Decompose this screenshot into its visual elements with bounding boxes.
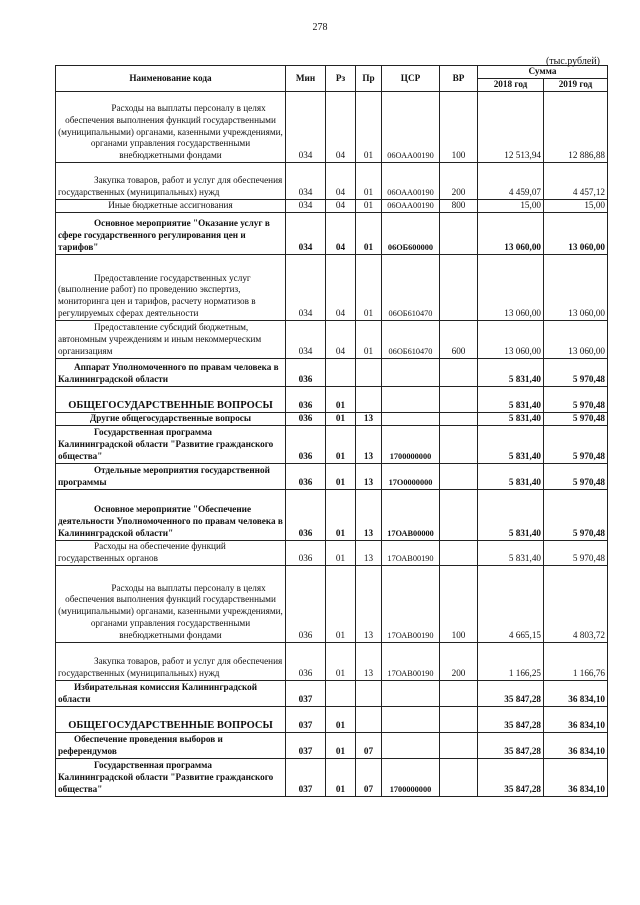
col-vr-header: ВР <box>440 66 478 92</box>
table-row <box>56 425 608 463</box>
row-2019: 5 970,48 <box>544 463 608 489</box>
row-csr: 06ОБ610470 <box>382 254 440 320</box>
row-csr: 1700000000 <box>382 758 440 796</box>
row-csr: 17ОАВ00190 <box>382 565 440 642</box>
row-vr: 800 <box>440 200 478 213</box>
table-row <box>56 358 608 386</box>
row-pr: 07 <box>356 758 382 796</box>
row-csr <box>382 358 440 386</box>
table-row <box>56 732 608 758</box>
col-rz-header: Рз <box>326 66 356 92</box>
row-2018: 5 831,40 <box>478 489 544 540</box>
units-label: (тыс.рублей) <box>545 56 600 67</box>
header-row-top <box>56 66 608 79</box>
row-2018: 5 831,40 <box>478 463 544 489</box>
row-2018: 35 847,28 <box>478 732 544 758</box>
row-rz: 01 <box>326 565 356 642</box>
row-min: 034 <box>286 320 326 358</box>
row-2019: 13 060,00 <box>544 212 608 254</box>
row-min: 036 <box>286 358 326 386</box>
table-row <box>56 200 608 213</box>
row-2018: 13 060,00 <box>478 212 544 254</box>
row-vr <box>440 540 478 565</box>
row-2018: 35 847,28 <box>478 706 544 732</box>
row-2018: 15,00 <box>478 200 544 213</box>
row-2018: 5 831,40 <box>478 386 544 412</box>
table-row <box>56 758 608 796</box>
table-row <box>56 706 608 732</box>
row-csr <box>382 732 440 758</box>
row-vr <box>440 358 478 386</box>
row-pr <box>356 706 382 732</box>
row-2018: 5 831,40 <box>478 425 544 463</box>
row-2019: 12 886,88 <box>544 92 608 163</box>
row-vr <box>440 212 478 254</box>
row-2019: 5 970,48 <box>544 540 608 565</box>
row-min: 034 <box>286 200 326 213</box>
col-2019-header: 2019 год <box>544 79 608 92</box>
row-vr <box>440 489 478 540</box>
row-min: 036 <box>286 412 326 425</box>
row-rz: 01 <box>326 463 356 489</box>
row-name: Расходы на выплаты персоналу в целях обеспечения выполнения функций государственными (муниципальными) органами, казенными учреждениями, органами управления государственными внебюджетными фондами <box>56 92 286 163</box>
row-min: 034 <box>286 212 326 254</box>
row-csr <box>382 680 440 706</box>
col-name-header: Наименование кода <box>56 66 286 92</box>
row-2018: 4 459,07 <box>478 163 544 200</box>
row-name: Обеспечение проведения выборов и референдумов <box>56 732 286 758</box>
row-csr <box>382 386 440 412</box>
row-csr: 06ОАА00190 <box>382 200 440 213</box>
row-name: Отдельные мероприятия государственной программы <box>56 463 286 489</box>
table-row <box>56 254 608 320</box>
row-vr <box>440 680 478 706</box>
row-2019: 36 834,10 <box>544 680 608 706</box>
row-2018: 5 831,40 <box>478 540 544 565</box>
row-pr: 13 <box>356 565 382 642</box>
row-pr <box>356 358 382 386</box>
row-csr <box>382 412 440 425</box>
row-2018: 5 831,40 <box>478 358 544 386</box>
row-csr: 06ОБ600000 <box>382 212 440 254</box>
row-csr: 06ОАА00190 <box>382 163 440 200</box>
row-csr: 17ОАВ00190 <box>382 540 440 565</box>
row-csr <box>382 706 440 732</box>
budget-table <box>55 65 608 797</box>
row-vr <box>440 732 478 758</box>
row-pr: 13 <box>356 642 382 680</box>
row-2019: 5 970,48 <box>544 358 608 386</box>
row-rz <box>326 358 356 386</box>
table-row <box>56 489 608 540</box>
row-vr <box>440 425 478 463</box>
table-row <box>56 680 608 706</box>
row-vr: 600 <box>440 320 478 358</box>
row-csr: 17ОАВ00190 <box>382 642 440 680</box>
row-name: Государственная программа Калининградской области "Развитие гражданского общества" <box>56 425 286 463</box>
row-pr: 07 <box>356 732 382 758</box>
row-pr: 01 <box>356 212 382 254</box>
table-row <box>56 540 608 565</box>
row-2019: 4 803,72 <box>544 565 608 642</box>
row-min: 036 <box>286 540 326 565</box>
row-name: Иные бюджетные ассигнования <box>56 200 286 213</box>
table-row <box>56 92 608 163</box>
table-row <box>56 463 608 489</box>
row-pr: 01 <box>356 163 382 200</box>
table-row <box>56 320 608 358</box>
table-row <box>56 412 608 425</box>
row-csr: 1700000000 <box>382 425 440 463</box>
row-2018: 13 060,00 <box>478 320 544 358</box>
row-2019: 13 060,00 <box>544 254 608 320</box>
row-2018: 1 166,25 <box>478 642 544 680</box>
row-2018: 4 665,15 <box>478 565 544 642</box>
row-rz: 01 <box>326 758 356 796</box>
row-name: Закупка товаров, работ и услуг для обеспечения государственных (муниципальных) нужд <box>56 642 286 680</box>
row-2018: 5 831,40 <box>478 412 544 425</box>
page-number: 278 <box>312 22 328 33</box>
row-rz: 01 <box>326 425 356 463</box>
row-csr: 06ОБ610470 <box>382 320 440 358</box>
row-name: ОБЩЕГОСУДАРСТВЕННЫЕ ВОПРОСЫ <box>56 386 286 412</box>
row-vr <box>440 758 478 796</box>
row-vr: 200 <box>440 642 478 680</box>
row-name: Основное мероприятие "Оказание услуг в сфере государственного регулирования цен и тарифов" <box>56 212 286 254</box>
row-min: 036 <box>286 565 326 642</box>
row-pr: 13 <box>356 412 382 425</box>
row-rz: 01 <box>326 732 356 758</box>
row-pr: 13 <box>356 540 382 565</box>
row-vr: 100 <box>440 92 478 163</box>
col-min-header: Мин <box>286 66 326 92</box>
row-2018: 35 847,28 <box>478 758 544 796</box>
row-min: 036 <box>286 425 326 463</box>
row-min: 037 <box>286 758 326 796</box>
row-min: 037 <box>286 706 326 732</box>
row-2018: 13 060,00 <box>478 254 544 320</box>
row-min: 036 <box>286 489 326 540</box>
row-pr: 01 <box>356 92 382 163</box>
row-csr: 17О0000000 <box>382 463 440 489</box>
row-rz: 04 <box>326 163 356 200</box>
row-2019: 5 970,48 <box>544 489 608 540</box>
row-min: 034 <box>286 92 326 163</box>
row-csr: 17ОАВ00000 <box>382 489 440 540</box>
table-row <box>56 163 608 200</box>
row-vr: 200 <box>440 163 478 200</box>
row-csr: 06ОАА00190 <box>382 92 440 163</box>
row-name: Аппарат Уполномоченного по правам человека в Калининградской области <box>56 358 286 386</box>
row-name: ОБЩЕГОСУДАРСТВЕННЫЕ ВОПРОСЫ <box>56 706 286 732</box>
row-2018: 35 847,28 <box>478 680 544 706</box>
row-rz: 04 <box>326 254 356 320</box>
row-rz: 01 <box>326 642 356 680</box>
row-rz: 04 <box>326 212 356 254</box>
row-pr <box>356 680 382 706</box>
row-name: Расходы на обеспечение функций государственных органов <box>56 540 286 565</box>
row-name: Избирательная комиссия Калининградской области <box>56 680 286 706</box>
row-pr: 01 <box>356 254 382 320</box>
row-vr <box>440 463 478 489</box>
row-rz: 01 <box>326 386 356 412</box>
row-rz: 01 <box>326 489 356 540</box>
table-row <box>56 386 608 412</box>
row-min: 037 <box>286 732 326 758</box>
row-2019: 36 834,10 <box>544 758 608 796</box>
col-2018-header: 2018 год <box>478 79 544 92</box>
row-2019: 5 970,48 <box>544 425 608 463</box>
row-vr <box>440 254 478 320</box>
row-vr <box>440 706 478 732</box>
row-2019: 36 834,10 <box>544 706 608 732</box>
row-pr: 13 <box>356 425 382 463</box>
row-min: 036 <box>286 642 326 680</box>
row-2019: 15,00 <box>544 200 608 213</box>
row-pr: 01 <box>356 320 382 358</box>
row-2019: 36 834,10 <box>544 732 608 758</box>
row-vr: 100 <box>440 565 478 642</box>
col-sum-header: Сумма <box>478 66 608 79</box>
row-min: 036 <box>286 463 326 489</box>
row-rz: 01 <box>326 706 356 732</box>
row-name: Другие общегосударственные вопросы <box>56 412 286 425</box>
row-vr <box>440 386 478 412</box>
row-2019: 5 970,48 <box>544 412 608 425</box>
table-row <box>56 642 608 680</box>
row-2019: 4 457,12 <box>544 163 608 200</box>
table-row <box>56 565 608 642</box>
row-name: Закупка товаров, работ и услуг для обеспечения государственных (муниципальных) нужд <box>56 163 286 200</box>
row-min: 034 <box>286 254 326 320</box>
row-rz: 01 <box>326 540 356 565</box>
row-rz: 01 <box>326 412 356 425</box>
row-min: 037 <box>286 680 326 706</box>
row-pr: 13 <box>356 463 382 489</box>
row-rz: 04 <box>326 320 356 358</box>
row-name: Предоставление субсидий бюджетным, автономным учреждениям и иным некоммерческим организациям <box>56 320 286 358</box>
row-min: 036 <box>286 386 326 412</box>
row-vr <box>440 412 478 425</box>
col-csr-header: ЦСР <box>382 66 440 92</box>
row-rz <box>326 680 356 706</box>
row-min: 034 <box>286 163 326 200</box>
row-pr <box>356 386 382 412</box>
col-pr-header: Пр <box>356 66 382 92</box>
row-2018: 12 513,94 <box>478 92 544 163</box>
row-2019: 5 970,48 <box>544 386 608 412</box>
row-rz: 04 <box>326 200 356 213</box>
row-name: Расходы на выплаты персоналу в целях обеспечения выполнения функций государственными (муниципальными) органами, казенными учреждениями, органами управления государственными внебюджетными фондами <box>56 565 286 642</box>
row-2019: 1 166,76 <box>544 642 608 680</box>
row-name: Государственная программа Калининградской области "Развитие гражданского общества" <box>56 758 286 796</box>
row-name: Предоставление государственных услуг (выполнение работ) по проведению экспертиз, мониторинга цен и тарифов, расчету норматизов в регулируемых сферах деятельности <box>56 254 286 320</box>
row-pr: 13 <box>356 489 382 540</box>
row-2019: 13 060,00 <box>544 320 608 358</box>
row-pr: 01 <box>356 200 382 213</box>
table-row <box>56 212 608 254</box>
row-rz: 04 <box>326 92 356 163</box>
row-name: Основное мероприятие "Обеспечение деятельности Уполномоченного по правам человека в Калининградской области" <box>56 489 286 540</box>
